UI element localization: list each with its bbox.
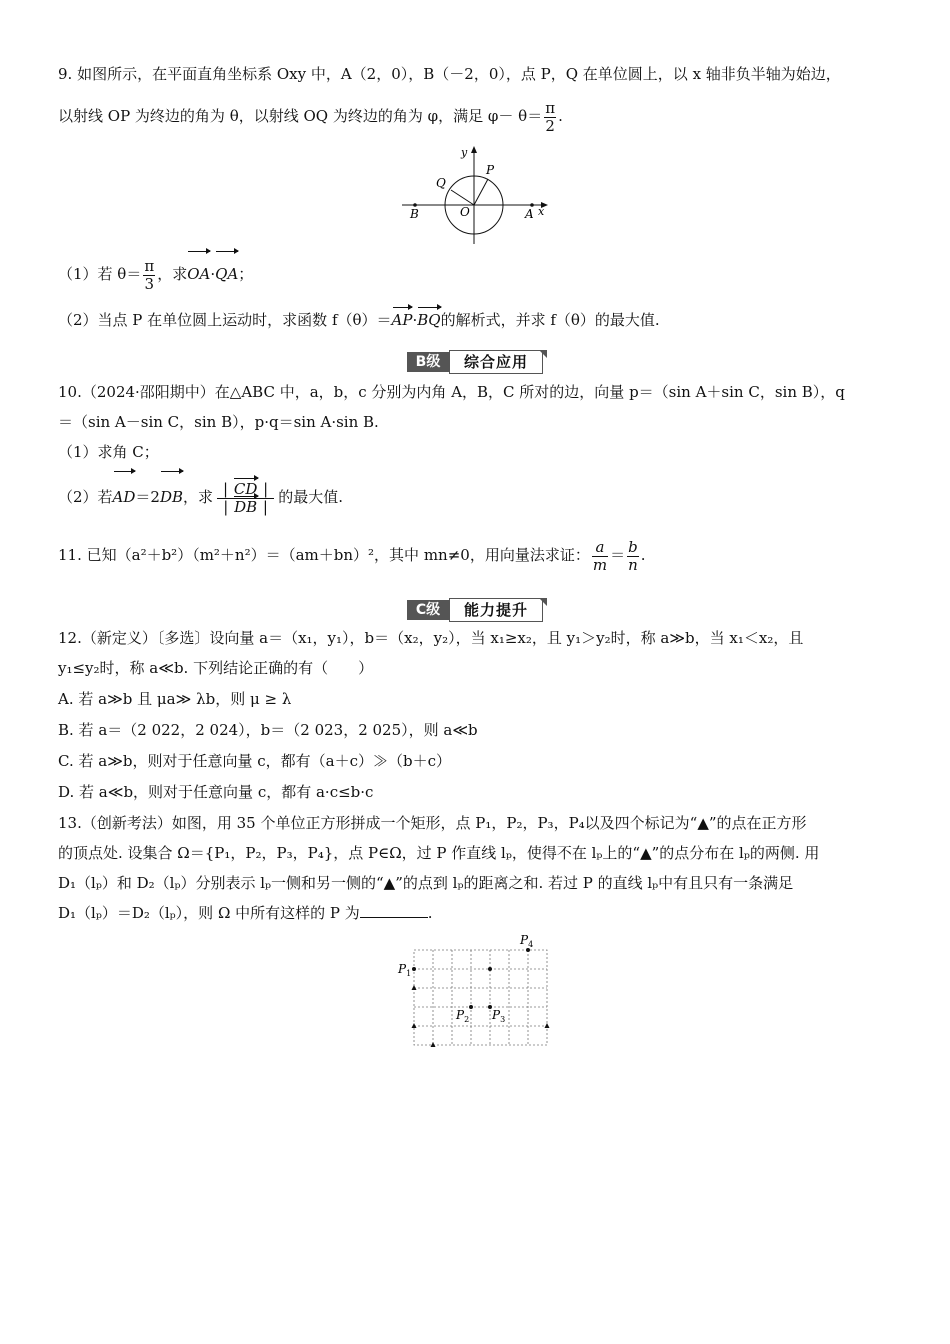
q10-sub1: （1）求角 C； [58, 443, 159, 461]
q11-frac-a-m [592, 539, 608, 574]
vector-ad: AD [113, 474, 136, 520]
q10-line2: ＝（sin A－sin C，sin B），p·q＝sin A·sin B. [58, 413, 379, 431]
label-p3: $P_3$ [492, 1008, 506, 1024]
q10-ratio-den: | DB | [223, 497, 268, 516]
triangle-mark-3 [545, 1023, 550, 1028]
y-axis-arrow [471, 146, 477, 153]
banner-b-fold-icon [539, 350, 547, 358]
q9-line2-end: . [558, 107, 563, 125]
label-p4: $P_4$ [520, 933, 534, 949]
grid-border [414, 950, 547, 1045]
q11-frac1-den: m [592, 555, 608, 574]
q9-sub1-end: ； [238, 265, 254, 283]
q13-line2: 的顶点处. 设集合 Ω＝{P₁，P₂，P₃，P₄}，点 P∈Ω，过 P 作直线 lₚ，使得不在 lₚ上的“▲”的点分布在 lₚ的两侧. 用 [58, 844, 820, 862]
answer-blank[interactable] [360, 903, 428, 918]
q9-sub2-dot: · [412, 311, 418, 329]
q10-ratio-fraction [217, 481, 274, 516]
label-a: A [525, 207, 534, 221]
q11-text: 11. 已知（a²＋b²）（m²＋n²）＝（am＋bn）²，其中 mn≠0，用向量法求证： [58, 546, 590, 564]
q9-line2-text: 以射线 OP 为终边的角为 θ，以射线 OQ 为终边的角为 φ，满足 φ－ θ＝ [58, 107, 543, 125]
q9-sub2-end: 的解析式，并求 f（θ）的最大值. [440, 311, 660, 329]
label-b: B [410, 207, 419, 221]
q13-line4-text: D₁（lₚ）＝D₂（lₚ），则 Ω 中所有这样的 P 为 [58, 904, 360, 922]
q9-sub1 [58, 254, 918, 294]
q9-sub2 [58, 310, 918, 330]
section-banner-c [407, 598, 549, 622]
banner-b-level: B级 [407, 352, 449, 372]
q9-frac-num: π [545, 98, 556, 117]
section-banner-b [407, 350, 549, 374]
ray-oq [451, 190, 474, 205]
banner-b-title: 综合应用 [449, 350, 543, 374]
label-x: x [538, 205, 545, 218]
q9-sub1-mid: ，求 [157, 265, 188, 283]
point-p2 [469, 1005, 473, 1009]
q10-sub2 [58, 474, 918, 520]
point-p1 [412, 967, 416, 971]
triangle-mark-4 [431, 1042, 436, 1047]
vector-db-den: DB [234, 497, 258, 516]
banner-c-title: 能力提升 [449, 598, 543, 622]
q9-sub2-text: （2）当点 P 在单位圆上运动时，求函数 f（θ）＝ [58, 311, 392, 329]
q11-frac2-num: b [628, 537, 638, 556]
vector-bq: BQ [417, 311, 441, 329]
q11-eq: ＝ [610, 546, 626, 564]
vector-cd: CD [233, 479, 258, 498]
q13-line3: D₁（lₚ）和 D₂（lₚ）分别表示 lₚ一侧和另一侧的“▲”的点到 lₚ的距离之和. 若过 P 的直线 lₚ中有且只有一条满足 [58, 874, 794, 892]
q10-sub2-mid: ，求 [183, 488, 214, 506]
q9-frac-den: 2 [545, 116, 555, 135]
q12-line1: 12.（新定义）〔多选〕设向量 a＝（x₁，y₁），b＝（x₂，y₂），当 x₁≥x₂，且 y₁＞y₂时，称 a≫b，当 x₁＜x₂，且 [58, 629, 804, 647]
label-q: Q [436, 176, 446, 190]
q9-sub1-fraction [143, 258, 155, 293]
q11-frac-b-n [627, 539, 639, 574]
vector-ap: AP [391, 311, 413, 329]
q11-frac1-num: a [592, 539, 608, 557]
label-p: P [486, 163, 495, 177]
q9-sub1-frac-num: π [144, 256, 155, 275]
extra-point [488, 967, 492, 971]
q10-sub2-text: （2）若 [58, 488, 113, 506]
q12-option-b: B. 若 a＝（2 022，2 024），b＝（2 023，2 025），则 a≪b [58, 721, 478, 739]
q9-line2 [58, 96, 918, 136]
banner-c-fold-icon [539, 598, 547, 606]
grid-figure [396, 930, 556, 1050]
vector-oa: OA [187, 254, 210, 294]
q13-line4 [58, 903, 918, 923]
q10-sub2-eq: ＝2 [135, 488, 160, 506]
q9-line1: 9. 如图所示，在平面直角坐标系 Oxy 中，A（2，0），B（－2，0），点 P，Q 在单位圆上，以 x 轴非负半轴为始边， [58, 65, 841, 83]
q9-sub1-text: （1）若 θ＝ [58, 265, 142, 283]
q9-fraction [544, 100, 556, 135]
label-p1: $P_1$ [398, 962, 412, 978]
grid-lines [414, 950, 547, 1045]
banner-c-level: C级 [407, 600, 449, 620]
q12-option-a: A. 若 a≫b 且 μa≫ λb，则 μ ≥ λ [58, 690, 292, 708]
label-y: y [461, 146, 468, 159]
unit-circle-figure [398, 142, 558, 248]
label-p2: $P_2$ [456, 1008, 470, 1024]
q11-end: . [640, 546, 646, 564]
triangle-mark-1 [412, 985, 417, 990]
q12-option-c: C. 若 a≫b，则对于任意向量 c，都有（a＋c）≫（b＋c） [58, 752, 452, 770]
label-o: O [460, 205, 470, 219]
q10-ratio-num: | CD | [217, 481, 274, 499]
q9-sub1-frac-den: 3 [144, 274, 155, 293]
vector-db: DB [160, 474, 183, 520]
q13-line1: 13.（创新考法）如图，用 35 个单位正方形拼成一个矩形，点 P₁，P₂，P₃，P₄以及四个标记为“▲”的点在正方形 [58, 814, 807, 832]
q10-line1: 10.（2024·邵阳期中）在△ABC 中，a，b，c 分别为内角 A，B，C 所对的边，向量 p＝（sin A＋sin C，sin B），q [58, 383, 845, 401]
q10-sub2-end: 的最大值. [278, 488, 343, 506]
q12-line2: y₁≤y₂时，称 a≪b. 下列结论正确的有（ ） [58, 659, 374, 677]
vector-qa: QA [215, 254, 238, 294]
q11 [58, 534, 918, 576]
triangle-mark-2 [412, 1023, 417, 1028]
ray-op [474, 179, 488, 205]
q11-frac2-den: n [628, 555, 638, 574]
q13-line4-end: . [427, 904, 433, 922]
q12-option-d: D. 若 a≪b，则对于任意向量 c，都有 a·c≤b·c [58, 783, 374, 801]
q9-sub1-dot: · [210, 265, 216, 283]
